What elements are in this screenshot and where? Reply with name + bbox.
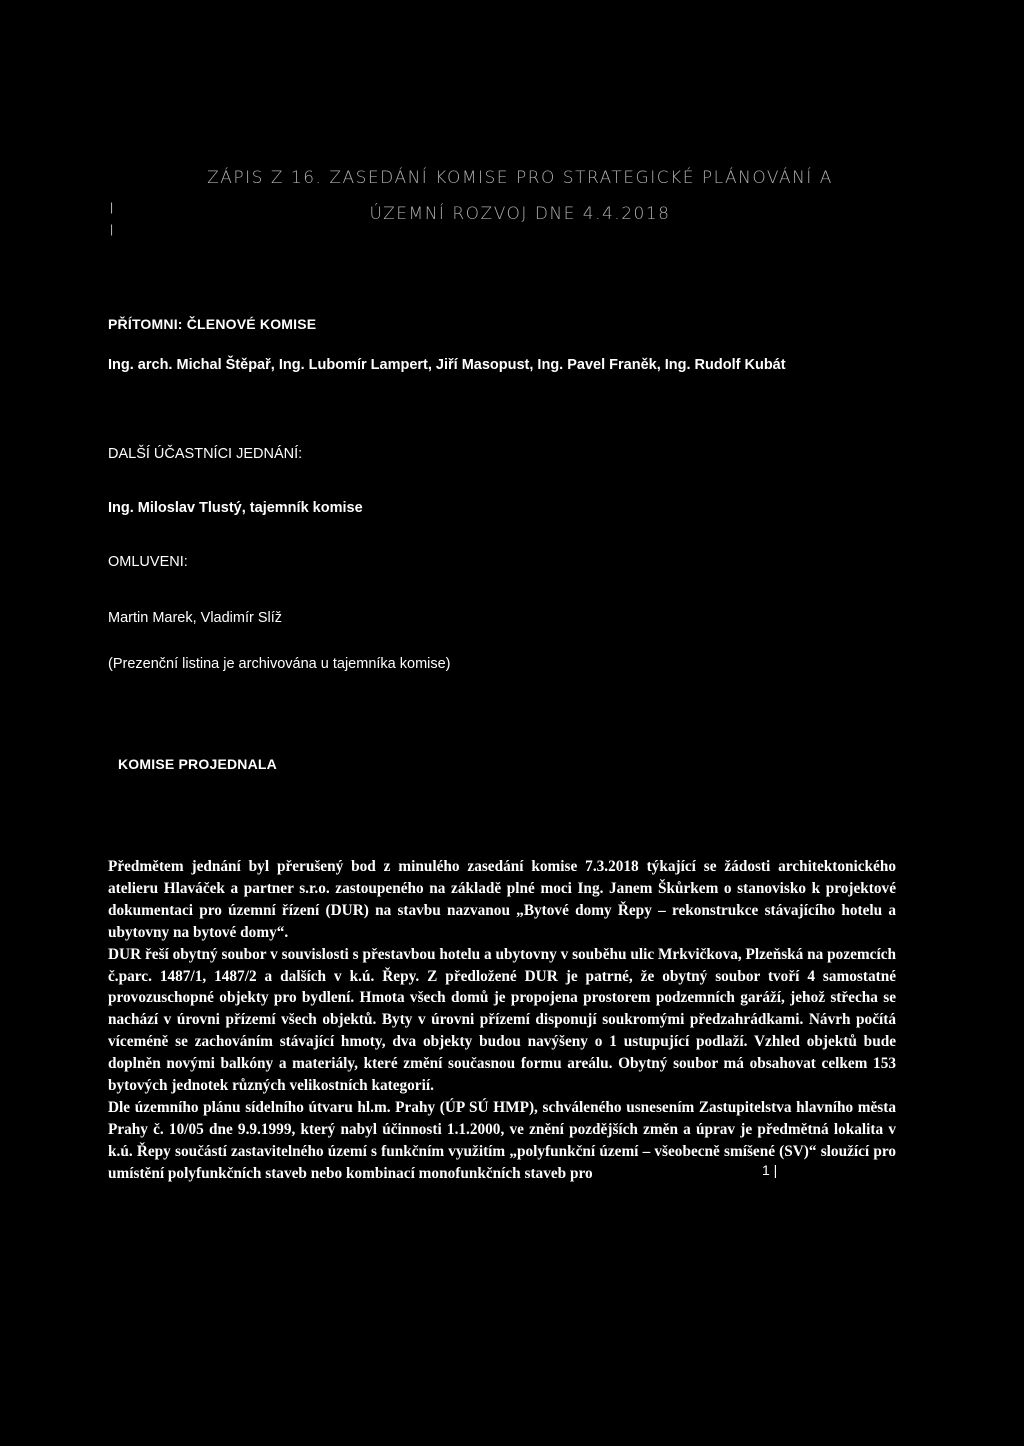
- document-title-line-2: ÚZEMNÍ ROZVOJ DNE 4.4.2018: [369, 204, 671, 224]
- margin-mark: |: [110, 222, 114, 236]
- other-participants-names: Ing. Miloslav Tlustý, tajemník komise: [108, 500, 363, 516]
- paragraph-3: Dle územního plánu sídelního útvaru hl.m. Prahy (ÚP SÚ HMP), schváleného usnesením Zastupitelstva hlavního města Prahy č. 10/05 dne 9.9.1999, který nabyl účinnosti 1.1.2000, ve znění pozdějších změn a úprav je předmětná lokalita v k.ú. Řepy součástí zastavitelného území s funkčním využitím „polyfunkční území – všeobecně smíšené (SV)“ sloužící pro umístění polyfunkčních staveb nebo kombinací monofunkčních staveb pro: [108, 1098, 896, 1182]
- excused-label: OMLUVENI:: [108, 554, 188, 570]
- excused-names: Martin Marek, Vladimír Slíž: [108, 610, 283, 626]
- document-title-line-1: ZÁPIS Z 16. ZASEDÁNÍ KOMISE PRO STRATEGICKÉ PLÁNOVÁNÍ A: [207, 168, 833, 188]
- main-text: [108, 856, 896, 1185]
- paragraph-2: DUR řeší obytný soubor v souvislosti s přestavbou hotelu a ubytovny v souběhu ulic Mrkvičkova, Plzeňská na pozemcích č.parc. 1487/1, 1487/2 a dalších v k.ú. Řepy. Z předložené DUR je patrné, že obytný soubor tvoří 4 samostatné provozuschopné objekty pro bydlení. Hmota všech domů je propojena prostorem podzemních garáží, jehož střecha se nachází v úrovni přízemí všech objektů. Byty v úrovni přízemí disponují soukromými předzahrádkami. Návrh počítá víceméně se zachováním stávající hmoty, dva objekty budou navýšeny o 1 ustupující podlaží. Vzhled objektů bude doplněn novými balkóny a materiály, které změní současnou formu areálu. Obytný soubor má obsahovat celkem 153 bytových jednotek různých velikostních kategorií.: [108, 945, 896, 1095]
- other-participants-label: DALŠÍ ÚČASTNÍCI JEDNÁNÍ:: [108, 446, 303, 462]
- present-label: PŘÍTOMNI: ČLENOVÉ KOMISE: [108, 316, 317, 332]
- present-names: Ing. arch. Michal Štěpař, Ing. Lubomír Lampert, Jiří Masopust, Ing. Pavel Franěk, Ing. Rudolf Kubát: [108, 357, 786, 373]
- paragraph-1: Předmětem jednání byl přerušený bod z minulého zasedání komise 7.3.2018 týkající se žádosti architektonického atelieru Hlaváček a partner s.r.o. zastoupeného na základě plné moci Ing. Janem Škůrkem o stanovisko k projektové dokumentaci pro územní řízení (DUR) na stavbu nazvanou „Bytové domy Řepy – rekonstrukce stávajícího hotelu a ubytovny na bytové domy“.: [108, 858, 896, 941]
- attendance-note: (Prezenční listina je archivována u tajemníka komise): [108, 656, 451, 672]
- margin-mark: |: [110, 200, 114, 214]
- page-number: 1 |: [762, 1162, 782, 1178]
- discussed-label: KOMISE PROJEDNALA: [118, 756, 277, 772]
